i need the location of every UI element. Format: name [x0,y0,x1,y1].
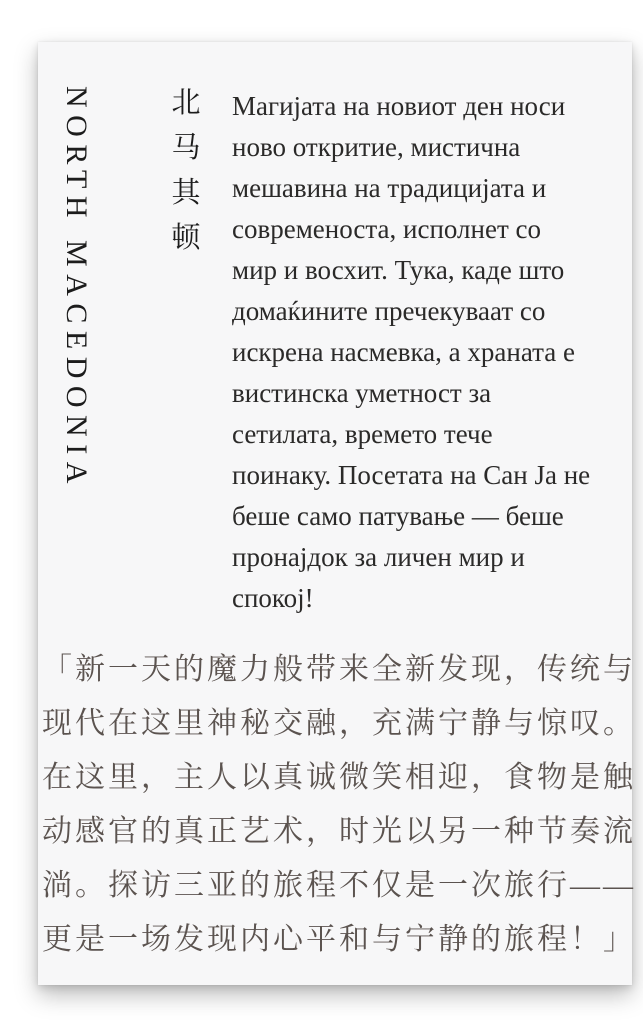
macedonian-text-line: пронајдок за личен мир и [232,542,525,572]
macedonian-paragraph [232,86,630,619]
vertical-title-zh-char: 其 [171,177,201,209]
macedonian-text-line: мешавина на традицијата и [232,173,547,203]
macedonian-text-line: спокој! [232,583,314,613]
chinese-quote-paragraph [42,643,636,967]
macedonian-text-line: сетилата, времето тече [232,419,493,449]
macedonian-text-line: современоста, исполнет со [232,214,541,244]
macedonian-text-line: поинаку. Посетата на Сан Ја не [232,460,591,490]
macedonian-text-line: беше само патување — беше [232,501,564,531]
macedonian-text-line: мир и восхит. Тука, каде што [232,255,565,285]
vertical-title-zh-char: 北 [171,87,201,119]
chinese-text-line: 在这里，主人以真诚微笑相迎，食物是触 [42,761,636,794]
vertical-title-zh-char: 顿 [171,222,201,254]
macedonian-text-line: домаќините пречекуваат со [232,296,546,326]
macedonian-text-line: вистинска уметност за [232,378,492,408]
vertical-title-zh [168,89,204,269]
macedonian-text-line: искрена насмевка, а храната е [232,337,575,367]
vertical-title-zh-char: 马 [171,132,201,164]
chinese-text-line: 「新一天的魔力般带来全新发现，传统与 [42,653,636,686]
chinese-text-line: 淌。探访三亚的旅程不仅是一次旅行—— [42,869,636,902]
macedonian-text-line: ново откритие, мистична [232,132,521,162]
chinese-text-line: 更是一场发现内心平和与宁静的旅程！」 [42,923,636,956]
travel-journal-card [38,42,636,985]
chinese-text-line: 动感官的真正艺术，时光以另一种节奏流 [42,815,636,848]
vertical-title-en: NORTH MACEDONIA [60,86,93,491]
macedonian-text-line: Магијата на новиот ден носи [232,91,566,121]
chinese-text-line: 现代在这里神秘交融，充满宁静与惊叹。 [42,707,636,740]
